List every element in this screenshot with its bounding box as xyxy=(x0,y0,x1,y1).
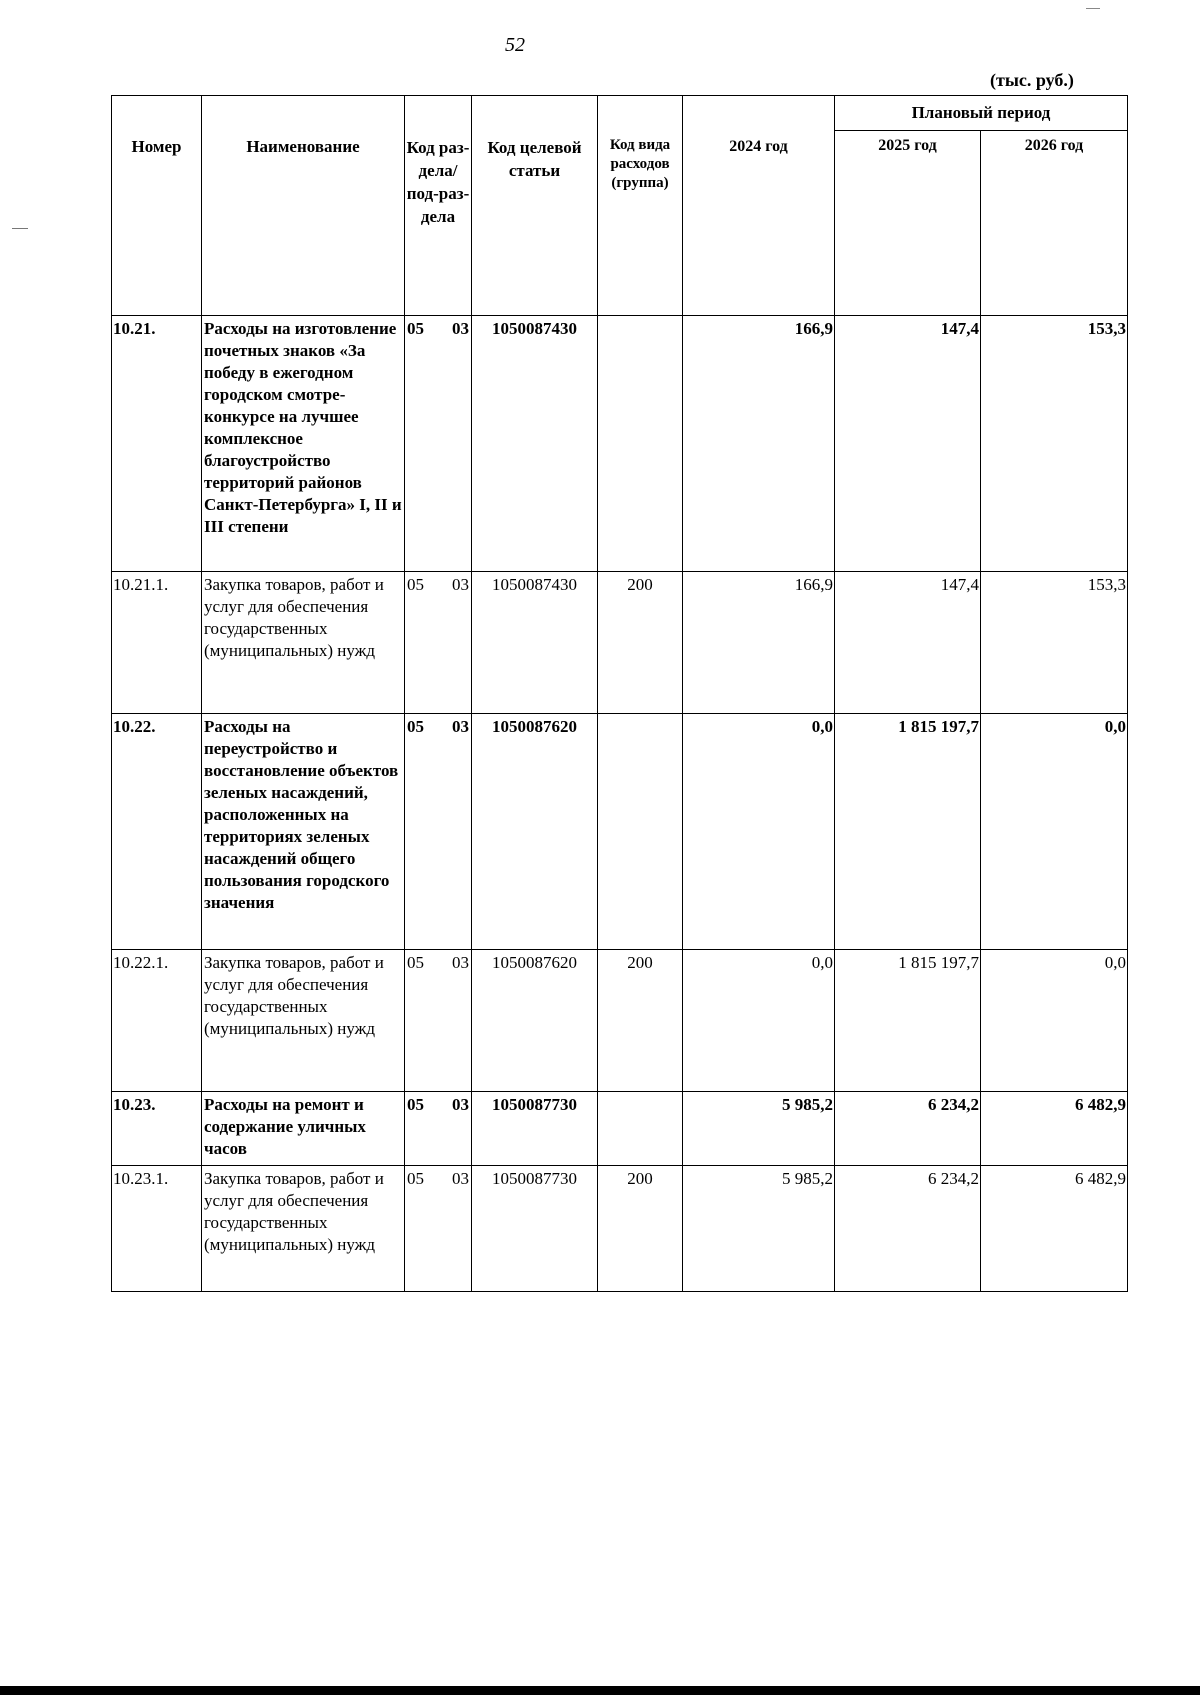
row-2025: 147,4 xyxy=(835,572,981,714)
section-code-pair xyxy=(406,716,470,738)
section-code-pair xyxy=(406,952,470,974)
row-target-code: 1050087620 xyxy=(472,950,598,1092)
row-target-code: 1050087430 xyxy=(472,316,598,572)
header-target-code: Код целевой статьи xyxy=(472,96,598,316)
row-number: 10.21.1. xyxy=(112,572,202,714)
row-name: Расходы на изготовление почетных знаков «За победу в ежегодном городском смотре-конкурсе на лучшее комплексное благоустройство территорий районов Санкт-Петербурга» I, II и III степени xyxy=(202,316,405,572)
row-number: 10.23.1. xyxy=(112,1166,202,1292)
row-section-code xyxy=(405,572,472,714)
header-name: Наименование xyxy=(202,96,405,316)
row-2024: 5 985,2 xyxy=(683,1092,835,1166)
header-2025: 2025 год xyxy=(835,131,981,316)
header-2026: 2026 год xyxy=(981,131,1128,316)
table-row xyxy=(112,950,1128,1092)
row-2025: 1 815 197,7 xyxy=(835,714,981,950)
scan-bottom-border xyxy=(0,1686,1200,1695)
razdel-code: 05 xyxy=(407,1169,424,1188)
header-2024: 2024 год xyxy=(683,96,835,316)
row-2024: 0,0 xyxy=(683,950,835,1092)
row-2024: 0,0 xyxy=(683,714,835,950)
row-2024: 166,9 xyxy=(683,572,835,714)
razdel-code: 05 xyxy=(407,953,424,972)
podrazdel-code: 03 xyxy=(452,575,469,594)
section-code-pair xyxy=(406,574,470,596)
razdel-code: 05 xyxy=(407,319,424,338)
row-name: Расходы на переустройство и восстановление объектов зеленых насаждений, расположенных на территориях зеленых насаждений общего пользования городского значения xyxy=(202,714,405,950)
podrazdel-code: 03 xyxy=(452,717,469,736)
row-target-code: 1050087620 xyxy=(472,714,598,950)
units-label: (тыс. руб.) xyxy=(990,70,1074,90)
row-section-code xyxy=(405,316,472,572)
table-row xyxy=(112,572,1128,714)
row-name: Расходы на ремонт и содержание уличных часов xyxy=(202,1092,405,1166)
row-name: Закупка товаров, работ и услуг для обеспечения государственных (муниципальных) нужд xyxy=(202,572,405,714)
row-name: Закупка товаров, работ и услуг для обеспечения государственных (муниципальных) нужд xyxy=(202,950,405,1092)
row-expense-type: 200 xyxy=(598,1166,683,1292)
row-expense-type: 200 xyxy=(598,572,683,714)
row-expense-type xyxy=(598,1092,683,1166)
row-target-code: 1050087730 xyxy=(472,1092,598,1166)
row-expense-type xyxy=(598,714,683,950)
budget-table-wrapper xyxy=(111,95,1128,1292)
row-section-code xyxy=(405,1092,472,1166)
row-2024: 5 985,2 xyxy=(683,1166,835,1292)
razdel-code: 05 xyxy=(407,1095,424,1114)
row-name: Закупка товаров, работ и услуг для обеспечения государственных (муниципальных) нужд xyxy=(202,1166,405,1292)
row-expense-type: 200 xyxy=(598,950,683,1092)
budget-table xyxy=(111,95,1128,1292)
row-2024: 166,9 xyxy=(683,316,835,572)
row-2026: 6 482,9 xyxy=(981,1166,1128,1292)
table-body xyxy=(112,316,1128,1292)
podrazdel-code: 03 xyxy=(452,1095,469,1114)
header-plan-period: Плановый период xyxy=(835,96,1128,131)
table-row xyxy=(112,316,1128,572)
scan-edge-mark xyxy=(1086,8,1100,9)
row-number: 10.22.1. xyxy=(112,950,202,1092)
row-number: 10.22. xyxy=(112,714,202,950)
row-2026: 153,3 xyxy=(981,572,1128,714)
page-number: 52 xyxy=(505,34,525,56)
row-section-code xyxy=(405,950,472,1092)
row-2026: 6 482,9 xyxy=(981,1092,1128,1166)
table-row xyxy=(112,714,1128,950)
section-code-pair xyxy=(406,1094,470,1116)
razdel-code: 05 xyxy=(407,575,424,594)
row-2026: 153,3 xyxy=(981,316,1128,572)
header-expense-type: Код вида расходов (группа) xyxy=(598,96,683,316)
scan-edge-mark xyxy=(12,228,28,229)
row-2025: 1 815 197,7 xyxy=(835,950,981,1092)
section-code-pair xyxy=(406,1168,470,1190)
podrazdel-code: 03 xyxy=(452,319,469,338)
header-section-code: Код раз-дела/ под-раз-дела xyxy=(405,96,472,316)
razdel-code: 05 xyxy=(407,717,424,736)
row-2026: 0,0 xyxy=(981,950,1128,1092)
row-2025: 6 234,2 xyxy=(835,1092,981,1166)
row-target-code: 1050087430 xyxy=(472,572,598,714)
row-2026: 0,0 xyxy=(981,714,1128,950)
podrazdel-code: 03 xyxy=(452,953,469,972)
row-section-code xyxy=(405,714,472,950)
header-number: Номер xyxy=(112,96,202,316)
row-section-code xyxy=(405,1166,472,1292)
row-number: 10.21. xyxy=(112,316,202,572)
table-row xyxy=(112,1092,1128,1166)
table-row xyxy=(112,1166,1128,1292)
podrazdel-code: 03 xyxy=(452,1169,469,1188)
row-target-code: 1050087730 xyxy=(472,1166,598,1292)
row-number: 10.23. xyxy=(112,1092,202,1166)
row-2025: 6 234,2 xyxy=(835,1166,981,1292)
section-code-pair xyxy=(406,318,470,340)
row-expense-type xyxy=(598,316,683,572)
row-2025: 147,4 xyxy=(835,316,981,572)
